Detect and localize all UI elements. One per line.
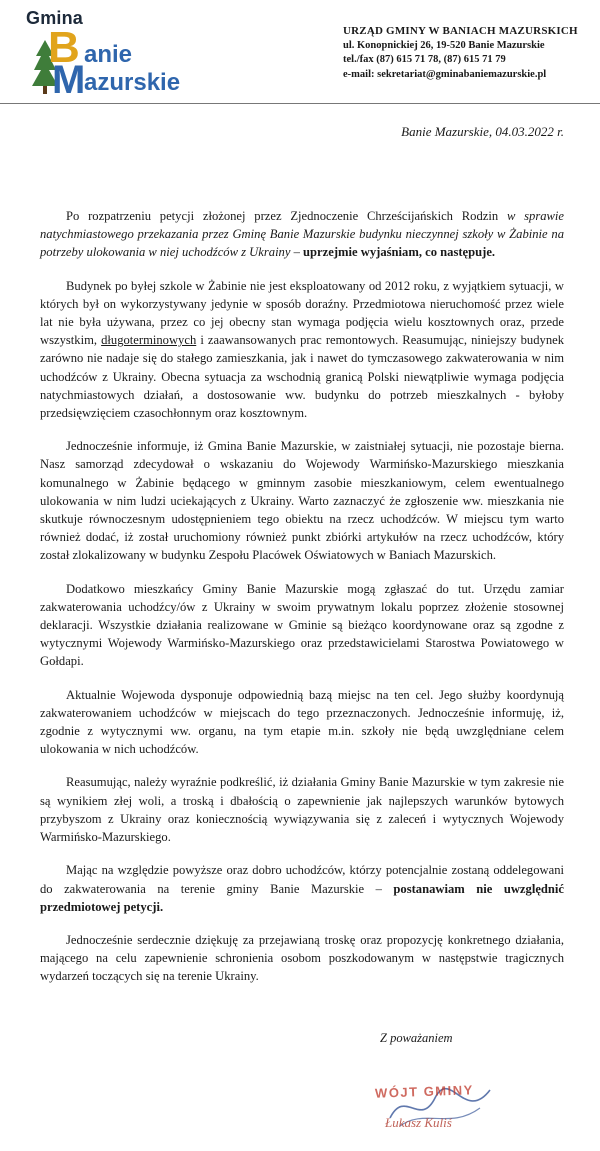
p1-explain: uprzejmie wyjaśniam, co następuje.	[303, 245, 496, 260]
p7-text: Mając na względzie powyższe oraz dobro uchodźców, którzy potencjalnie zostaną oddelegowani do zakwaterowania na terenie gminy Banie Mazurskie –	[40, 863, 564, 896]
office-email: e-mail: sekretariat@gminabaniemazurskie.pl	[343, 68, 547, 80]
logo-word-mazurskie: azurskie	[84, 69, 181, 96]
p1-dash: –	[290, 245, 304, 260]
p1-subject: w sprawie natychmiastowego przekazania przez Gminę Banie Mazurskie budynku nieczynnej szkoły w Żabinie na potrzeby ulokowania w niej uchodźców z Ukrainy	[40, 209, 565, 260]
letter-body	[40, 207, 564, 1001]
paragraph-8: Jednocześnie serdecznie dziękuję za przejawianą troskę oraz propozycję konkretnego działania, mającego na celu zapewnienie schronienia osobom poszkodowanym w następstwie tragicznych wydarzeń toczących się na terenie Ukrainy.	[40, 932, 564, 984]
logo-gmina-text: Gmina	[26, 8, 84, 28]
logo-word-banie: anie	[84, 41, 133, 68]
office-name: URZĄD GMINY W BANIACH MAZURSKICH	[343, 25, 578, 37]
municipality-logo	[24, 8, 204, 100]
paragraph-1	[40, 207, 564, 262]
p2-text-b: i zaawansowanych prac remontowych. Reasumując, niniejszy budynek zarówno nie nadaje się do stałego zamieszkania, jak i nawet do tymczasowego zakwaterowania w nim uchodźców z Ukrainy. Obecna sytuacja za wschodnią granicą Polski niewątpliwie wymaga podjęcia natychmiastowych działań, a dostosowanie ww. budynku do potrzeb mieszkalnych - byłoby przedsięwzięciem czasochłonnym oraz kosztownym.	[40, 333, 564, 421]
logo-letter-b: B	[48, 23, 80, 72]
header-divider	[0, 103, 600, 104]
paragraph-4: Dodatkowo mieszkańcy Gminy Banie Mazurskie mogą zgłaszać do tut. Urzędu zamiar zakwaterowania uchodźcy/ów z Ukrainy w swoim prywatnym lokalu poprzez złożenie stosownej deklaracji. Wszystkie działania realizowane w Gminie są bieżąco koordynowane oraz są zgodne z wytycznymi Wojewody Warmińsko-Mazurskiego oraz przedstawicielami Starostwa Powiatowego w Gołdapi.	[40, 581, 564, 669]
letterhead-contact	[343, 24, 595, 82]
paragraph-2	[40, 277, 564, 423]
p2-underlined: długoterminowych	[101, 333, 197, 348]
office-address: ul. Konopnickiej 26, 19-520 Banie Mazurskie	[343, 39, 545, 51]
stamp-title: WÓJT GMINY	[374, 1082, 475, 1101]
paragraph-3: Jednocześnie informuje, iż Gmina Banie Mazurskie, w zaistniałej sytuacji, nie pozostaje bierna. Nasz samorząd zdecydował o wskazaniu do Wojewody Warmińsko-Mazurskiego mieszkania komunalnego w Żabinie będącego w gminnym zasobie mieszkaniowym, celem ewentualnego ulokowania w nim ludzi uciekających z Ukrainy. Warto zaznaczyć że zgłoszenie ww. mieszkania nie skutkuje równoczesnym udostępnieniem tego obiektu na rzecz uchodźców. W miejscu tym warto również dodać, iż został uruchomiony również punkt zbiórki artykułów na rzecz uchodźców, który został zlokalizowany w budynku Zespołu Placówek Oświatowych w Baniach Mazurskich.	[40, 439, 564, 563]
p1-text: Po rozpatrzeniu petycji złożonej przez Zjednoczenie Chrześcijańskich Rodzin	[66, 209, 507, 223]
p2-text-a: Budynek po byłej szkole w Żabinie nie jest eksploatowany od 2012 roku, z wyjątkiem sytuacji, w których był on wykorzystywany jedynie w sposób doraźny. Przedmiotowa nieruchomość przez wiele lat nie była używana, przez co jej obecny stan wymaga podjęcia wielu kosztownych oraz, przede wszystkim,	[40, 278, 564, 348]
paragraph-5: Aktualnie Wojewoda dysponuje odpowiednią bazą miejsc na ten cel. Jego służby koordynują zakwaterowaniem uchodźców w miejscach do tego przeznaczonych. Jednocześnie informuję, iż, zgodnie z wytycznymi ww. organu, na tym etapie m.in. szkoły nie będą uwzględniane celem ulokowania w nich uchodźców.	[40, 687, 564, 757]
paragraph-7	[40, 861, 564, 916]
office-phone: tel./fax (87) 615 71 78, (87) 615 71 79	[343, 54, 506, 65]
logo-letter-m: M	[52, 58, 86, 102]
closing-salutation: Z poważaniem	[380, 1031, 453, 1045]
letter-date: Banie Mazurskie, 04.03.2022 r.	[401, 124, 564, 139]
paragraph-6: Reasumując, należy wyraźnie podkreślić, iż działania Gminy Banie Mazurskie w tym zakresie nie są wynikiem złej woli, a troską i dbałością o zapewnienie jak najlepszych warunków bytowych przybyszom z Ukrainy oraz koniecznością wywiązywania się z zaleceń i wytycznych Wojewody Warmińsko-Mazurskiego.	[40, 775, 564, 845]
stamp-name: Łukasz Kuliś	[385, 1115, 452, 1130]
p7-decision: postanawiam nie uwzględnić przedmiotowej petycji.	[40, 881, 565, 914]
